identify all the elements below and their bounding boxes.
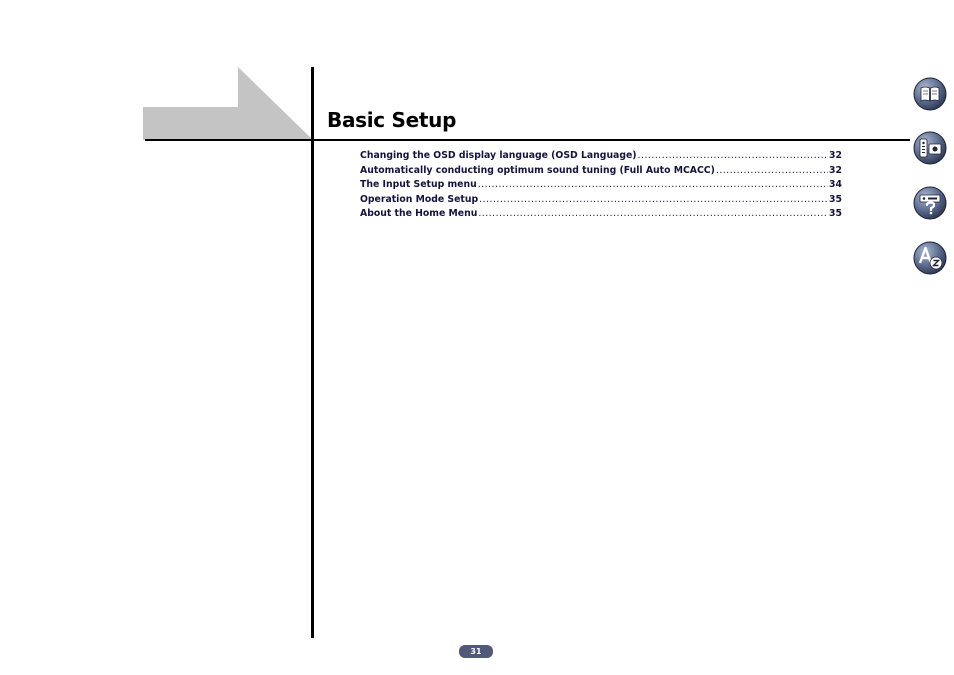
toc-leader-dots (479, 194, 828, 205)
page-number-badge: 31 (459, 645, 493, 658)
toc-leader-dots (716, 165, 828, 176)
toc-leader-dots (478, 179, 828, 190)
toc-item-page: 32 (829, 164, 842, 176)
table-of-contents (360, 150, 842, 223)
toc-leader-dots (478, 208, 828, 219)
chapter-tab-shape (143, 67, 313, 140)
toc-item-title: Changing the OSD display language (OSD Language) (360, 150, 637, 161)
toc-leader-dots (638, 150, 829, 161)
toc-item-operation-mode[interactable] (360, 194, 842, 209)
a-to-z-icon[interactable] (913, 241, 947, 275)
toc-item-page: 35 (829, 208, 842, 219)
toc-item-input-setup[interactable] (360, 179, 842, 194)
toc-item-title: Operation Mode Setup (360, 193, 479, 205)
header-rule-right (313, 139, 910, 141)
page-title: Basic Setup (327, 108, 457, 132)
book-icon[interactable] (913, 77, 947, 111)
header-rule-left (145, 139, 313, 141)
toc-item-page: 32 (829, 150, 842, 161)
toc-item-title: Automatically conducting optimum sound tuning (Full Auto MCACC) (360, 164, 715, 176)
toc-item-page: 34 (829, 179, 842, 190)
toc-item-title: The Input Setup menu (360, 179, 477, 190)
toc-item-full-auto-mcacc[interactable] (360, 165, 842, 180)
toc-item-page: 35 (829, 193, 842, 205)
remote-receiver-icon[interactable] (913, 131, 947, 165)
receiver-help-icon[interactable] (913, 186, 947, 220)
toc-item-osd-language[interactable] (360, 150, 842, 165)
toc-item-home-menu[interactable] (360, 208, 842, 223)
vertical-rule (311, 67, 314, 638)
toc-item-title: About the Home Menu (360, 208, 478, 219)
